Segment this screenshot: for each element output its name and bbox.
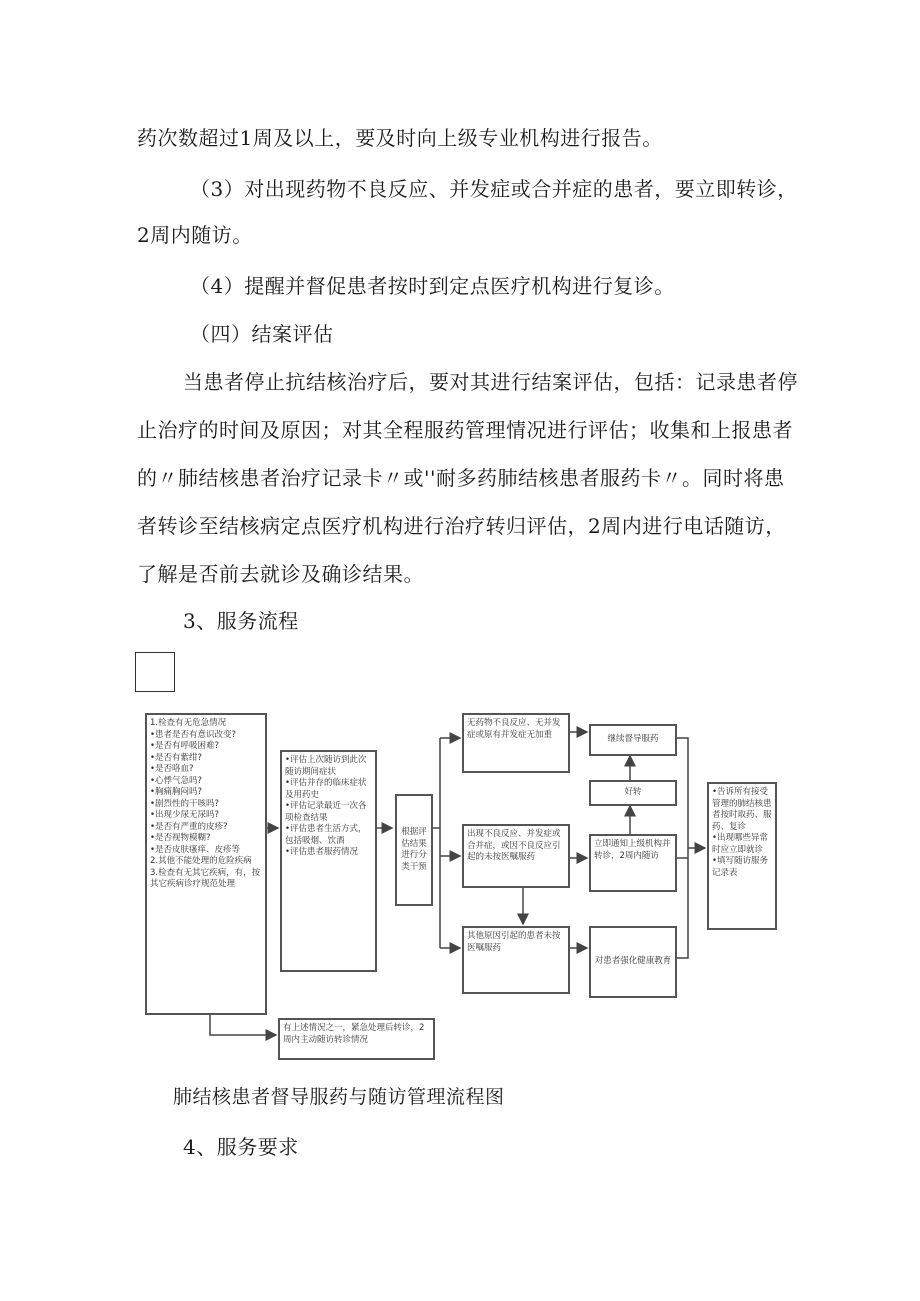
paragraph-1: 药次数超过1周及以上，要及时向上级专业机构进行报告。 (137, 126, 663, 150)
health-education-box: 对患者强化健康教育 (589, 926, 677, 998)
section-heading-requirements: 4、服务要求 (183, 1135, 299, 1159)
emergency-referral-box: 有上述情况之一，紧急处理后转诊，2周内主动随访转诊情况 (278, 1018, 435, 1060)
paragraph-2: （3）对出现药物不良反应、并发症或合并症的患者，要立即转诊， (190, 177, 798, 201)
paragraph-8: 者转诊至结核病定点医疗机构进行治疗转归评估，2周内进行电话随访， (137, 514, 786, 538)
empty-checkbox (135, 652, 175, 692)
paragraph-5: 当患者停止抗结核治疗后，要对其进行结案评估，包括：记录患者停 (183, 370, 798, 394)
continue-supervision-box: 继续督导服药 (589, 724, 677, 756)
flowchart (140, 708, 780, 1063)
improvement-box: 好转 (589, 780, 677, 806)
section-heading-closure: （四）结案评估 (190, 322, 334, 346)
check-emergency-box: 1.检查有无危急情况 •患者是否有意识改变? •是否有呼吸困难? •是否有紫绀? •是否咯血? •心悸气急吗? •胸痛胸闷吗? •剧烈性的干咳吗? •出现少尿无尿吗? •是否有严重的皮疹? •是否视物模糊? •是否皮肤瘙痒、皮疹等 2.其他不能处理的危险疾病 3.检查有无其它疾病，有，按其它疾病诊疗规范处理 (145, 713, 267, 1015)
no-adverse-box: 无药物不良反应、无并发症或原有并发症无加重 (462, 713, 570, 773)
evaluate-box: •评估上次随访到此次随访期间症状 •评估并存的临床症状及用药史 •评估记录最近一次各项检查结果 •评估患者生活方式，包括吸烟、饮酒 •评估患者服药情况 (280, 750, 377, 972)
section-heading-service-flow: 3、服务流程 (183, 609, 299, 633)
paragraph-9: 了解是否前去就诊及确诊结果。 (137, 562, 424, 586)
final-guidance-box: •告诉所有接受管理的肺结核患者按时取药、服药、复诊 •出现哪些异常时应立即就诊 •填写随访服务记录表 (707, 782, 777, 930)
paragraph-4: （4）提醒并督促患者按时到定点医疗机构进行复诊。 (190, 274, 675, 298)
flowchart-caption: 肺结核患者督导服药与随访管理流程图 (173, 1086, 505, 1108)
classify-box: 根据评估结果进行分类干预 (395, 794, 433, 906)
notify-referral-box: 立即通知上级机构并转诊，2周内随访 (589, 834, 677, 892)
paragraph-7: 的〃肺结核患者治疗记录卡〃或''耐多药肺结核患者服药卡〃。同时将患 (137, 466, 785, 490)
paragraph-6: 止治疗的时间及原因；对其全程服药管理情况进行评估；收集和上报患者 (137, 418, 793, 442)
paragraph-3: 2周内随访。 (137, 223, 253, 247)
adverse-reaction-box: 出现不良反应、并发症或合并症，或因不良反应引起的未按医嘱服药 (462, 824, 570, 888)
other-reason-box: 其他原因引起的患者未按医嘱服药 (462, 926, 570, 994)
